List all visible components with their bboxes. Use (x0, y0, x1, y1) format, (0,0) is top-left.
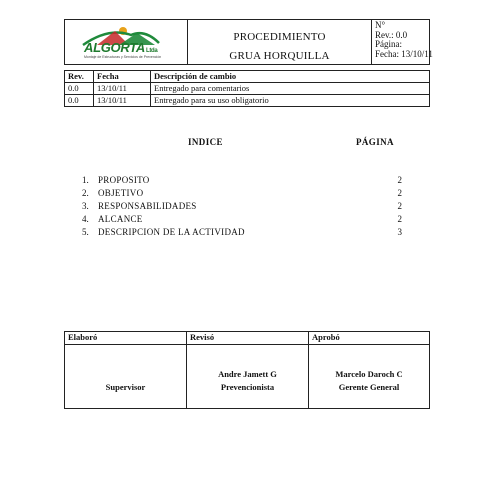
list-item (82, 174, 402, 187)
item-number: 2. (82, 188, 89, 198)
signature-heading: Revisó (187, 332, 308, 345)
signature-role: Prevencionista (220, 382, 275, 392)
item-label: PROPOSITO (98, 175, 150, 185)
procedure-label: PROCEDIMIENTO (233, 31, 326, 43)
meta-number: N° (375, 20, 386, 30)
signature-column-reviewed (187, 332, 309, 408)
item-label: DESCRIPCION DE LA ACTIVIDAD (98, 227, 245, 237)
revision-header-row (65, 71, 430, 83)
signature-name: Marcelo Daroch C (335, 369, 403, 379)
signature-column-prepared (65, 332, 187, 408)
title-cell (188, 20, 372, 64)
revision-table (64, 70, 430, 107)
rev-cell: 0.0 (65, 83, 94, 95)
item-number: 1. (82, 175, 89, 185)
list-item (82, 187, 402, 200)
table-row (65, 95, 430, 107)
item-page: 2 (397, 188, 402, 198)
item-page: 3 (397, 227, 402, 237)
logo-tagline: Montaje de Estructuras y Servicios de Prevención (84, 55, 162, 59)
index-heading: INDICE (188, 137, 223, 147)
table-of-contents (82, 174, 402, 239)
table-row (65, 83, 430, 95)
procedure-title: GRUA HORQUILLA (229, 50, 330, 62)
signature-heading: Elaboró (65, 332, 186, 345)
list-item (82, 200, 402, 213)
page-column-heading: PÁGINA (356, 137, 394, 147)
date-cell: 13/10/11 (94, 95, 151, 107)
company-logo (79, 25, 179, 61)
item-page: 2 (397, 201, 402, 211)
description-cell: Entregado para su uso obligatorio (151, 95, 430, 107)
signature-name: Andre Jamett G (218, 369, 277, 379)
item-number: 5. (82, 227, 89, 237)
signature-column-approved (309, 332, 429, 408)
item-number: 4. (82, 214, 89, 224)
item-page: 2 (397, 214, 402, 224)
item-label: ALCANCE (98, 214, 143, 224)
signature-table (64, 331, 430, 409)
signature-heading: Aprobó (309, 332, 429, 345)
date-column-header: Fecha (94, 71, 151, 83)
meta-date: Fecha: 13/10/11 (375, 48, 433, 59)
rev-column-header: Rev. (65, 71, 94, 83)
item-number: 3. (82, 201, 89, 211)
signature-role: Gerente General (338, 382, 400, 392)
item-page: 2 (397, 175, 402, 185)
logo-wordmark: ALGORTALtda (84, 40, 158, 55)
signature-role: Supervisor (105, 382, 146, 392)
item-label: RESPONSABILIDADES (98, 201, 197, 211)
document-header (64, 19, 433, 65)
meta-page: Página: (375, 39, 402, 49)
rev-cell: 0.0 (65, 95, 94, 107)
document-meta (372, 20, 433, 65)
meta-revision: Rev.: 0.0 (375, 29, 408, 40)
description-cell: Entregado para comentarios (151, 83, 430, 95)
description-column-header: Descripción de cambio (151, 71, 430, 83)
logo-cell (65, 20, 188, 64)
date-cell: 13/10/11 (94, 83, 151, 95)
list-item (82, 226, 402, 239)
item-label: OBJETIVO (98, 188, 144, 198)
list-item (82, 213, 402, 226)
